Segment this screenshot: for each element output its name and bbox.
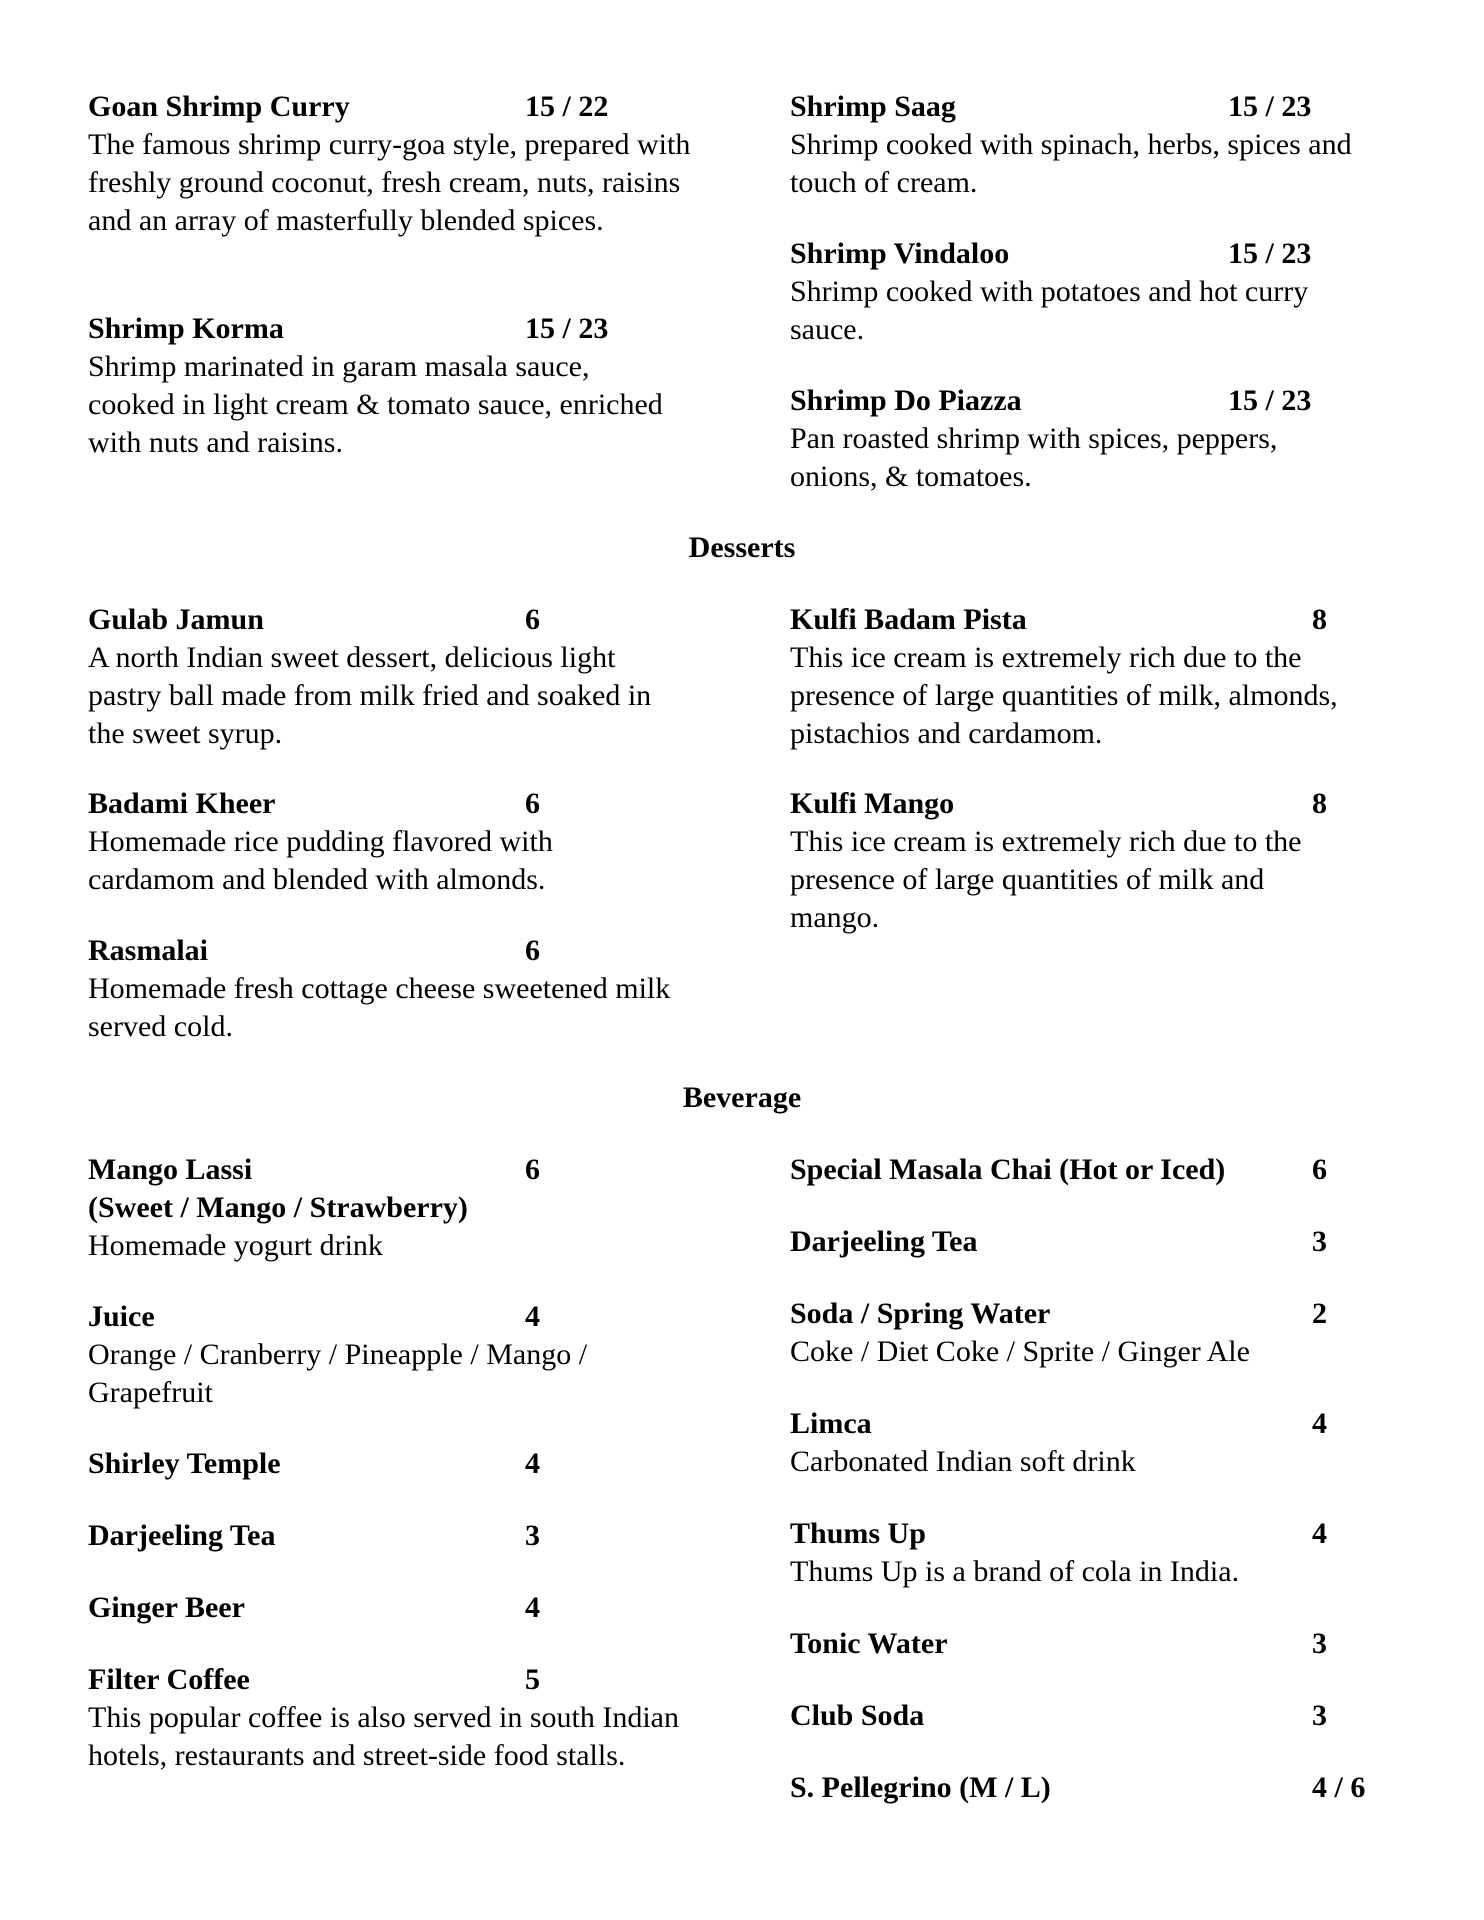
item-name: Juice <box>88 1300 155 1333</box>
item-description: Homemade yogurt drink <box>88 1229 383 1262</box>
item-name: Kulfi Mango <box>790 787 955 820</box>
item-description: Pan roasted shrimp with spices, peppers, onions, & tomatoes. <box>790 422 1278 493</box>
item-name: Badami Kheer <box>88 787 276 820</box>
item-price: 4 <box>525 1300 540 1333</box>
menu-item <box>88 1517 728 1555</box>
menu-item <box>88 1661 708 1775</box>
item-name: Club Soda <box>790 1699 925 1732</box>
item-name: Ginger Beer <box>88 1591 245 1624</box>
item-price: 4 <box>525 1447 540 1480</box>
item-price: 3 <box>1312 1627 1327 1660</box>
item-price: 3 <box>525 1519 540 1552</box>
item-name: Kulfi Badam Pista <box>790 603 1027 636</box>
menu-item <box>88 1589 728 1627</box>
item-subtitle: (Sweet / Mango / Strawberry) <box>88 1191 468 1224</box>
item-price: 3 <box>1312 1699 1327 1732</box>
item-price: 6 <box>1312 1153 1327 1186</box>
item-price: 4 <box>1312 1407 1327 1440</box>
item-name: Shrimp Do Piazza <box>790 384 1022 417</box>
item-description: This ice cream is extremely rich due to the presence of large quantities of milk, almonds, pistachios and cardamom. <box>790 641 1338 750</box>
menu-item <box>790 382 1350 496</box>
item-description: Homemade fresh cottage cheese sweetened milk served cold. <box>88 972 671 1043</box>
item-description: Homemade rice pudding flavored with cardamom and blended with almonds. <box>88 825 553 896</box>
menu-item <box>88 1445 728 1483</box>
item-name: Shrimp Korma <box>88 312 284 345</box>
item-description: The famous shrimp curry-goa style, prepared with freshly ground coconut, fresh cream, nuts, raisins and an array of masterfully blended spices. <box>88 128 691 237</box>
item-description: Thums Up is a brand of cola in India. <box>790 1555 1240 1588</box>
item-description: Carbonated Indian soft drink <box>790 1445 1136 1478</box>
item-price: 8 <box>1312 603 1327 636</box>
menu-item <box>790 1697 1430 1735</box>
item-price: 4 <box>1312 1517 1327 1550</box>
menu-item <box>790 1405 1430 1481</box>
item-name: Filter Coffee <box>88 1663 250 1696</box>
item-name: Limca <box>790 1407 872 1440</box>
item-name: Shrimp Saag <box>790 90 956 123</box>
item-name: Thums Up <box>790 1517 926 1550</box>
item-description: Shrimp cooked with potatoes and hot curry sauce. <box>790 275 1309 346</box>
item-name: Goan Shrimp Curry <box>88 90 350 123</box>
menu-item <box>88 1298 668 1412</box>
item-price: 15 / 22 <box>525 90 609 123</box>
section-title-beverage: Beverage <box>682 1081 802 1114</box>
item-price: 15 / 23 <box>1228 237 1312 270</box>
menu-item <box>790 235 1370 349</box>
menu-item <box>88 785 648 899</box>
item-price: 8 <box>1312 787 1327 820</box>
menu-item <box>88 932 688 1046</box>
item-price: 5 <box>525 1663 540 1696</box>
item-name: Shirley Temple <box>88 1447 281 1480</box>
item-name: Darjeeling Tea <box>88 1519 276 1552</box>
item-description: A north Indian sweet dessert, delicious light pastry ball made from milk fried and soaked in the sweet syrup. <box>88 641 652 750</box>
item-price: 15 / 23 <box>1228 384 1312 417</box>
item-price: 6 <box>525 603 540 636</box>
menu-item <box>790 88 1370 202</box>
item-description: This popular coffee is also served in south Indian hotels, restaurants and street-side food stalls. <box>88 1701 679 1772</box>
item-price: 4 / 6 <box>1312 1771 1366 1804</box>
item-description: Shrimp cooked with spinach, herbs, spices and touch of cream. <box>790 128 1352 199</box>
item-name: Shrimp Vindaloo <box>790 237 1010 270</box>
menu-item <box>790 1515 1430 1591</box>
item-name: Darjeeling Tea <box>790 1225 978 1258</box>
item-name: S. Pellegrino (M / L) <box>790 1771 1051 1804</box>
menu-item <box>790 1223 1430 1261</box>
section-title-desserts: Desserts <box>688 531 796 564</box>
item-price: 2 <box>1312 1297 1327 1330</box>
item-price: 6 <box>525 934 540 967</box>
item-description: This ice cream is extremely rich due to the presence of large quantities of milk and mango. <box>790 825 1302 934</box>
item-price: 15 / 23 <box>1228 90 1312 123</box>
menu-item <box>88 601 688 753</box>
menu-item <box>790 785 1350 937</box>
menu-item <box>790 1151 1430 1189</box>
item-price: 3 <box>1312 1225 1327 1258</box>
menu-item <box>88 88 698 240</box>
menu-item <box>790 1625 1430 1663</box>
item-name: Gulab Jamun <box>88 603 264 636</box>
item-description: Orange / Cranberry / Pineapple / Mango / Grapefruit <box>88 1338 588 1409</box>
item-price: 4 <box>525 1591 540 1624</box>
menu-item <box>790 1769 1430 1807</box>
item-name: Tonic Water <box>790 1627 948 1660</box>
item-price: 6 <box>525 787 540 820</box>
menu-item <box>88 310 668 462</box>
item-name: Special Masala Chai (Hot or Iced) <box>790 1153 1226 1186</box>
item-name: Rasmalai <box>88 934 208 967</box>
item-description: Shrimp marinated in garam masala sauce, cooked in light cream & tomato sauce, enriched with nuts and raisins. <box>88 350 663 459</box>
item-name: Mango Lassi <box>88 1153 253 1186</box>
menu-item <box>88 1151 688 1265</box>
menu-item <box>790 1295 1430 1371</box>
item-price: 6 <box>525 1153 540 1186</box>
item-name: Soda / Spring Water <box>790 1297 1051 1330</box>
item-price: 15 / 23 <box>525 312 609 345</box>
menu-item <box>790 601 1402 753</box>
item-description: Coke / Diet Coke / Sprite / Ginger Ale <box>790 1335 1250 1368</box>
